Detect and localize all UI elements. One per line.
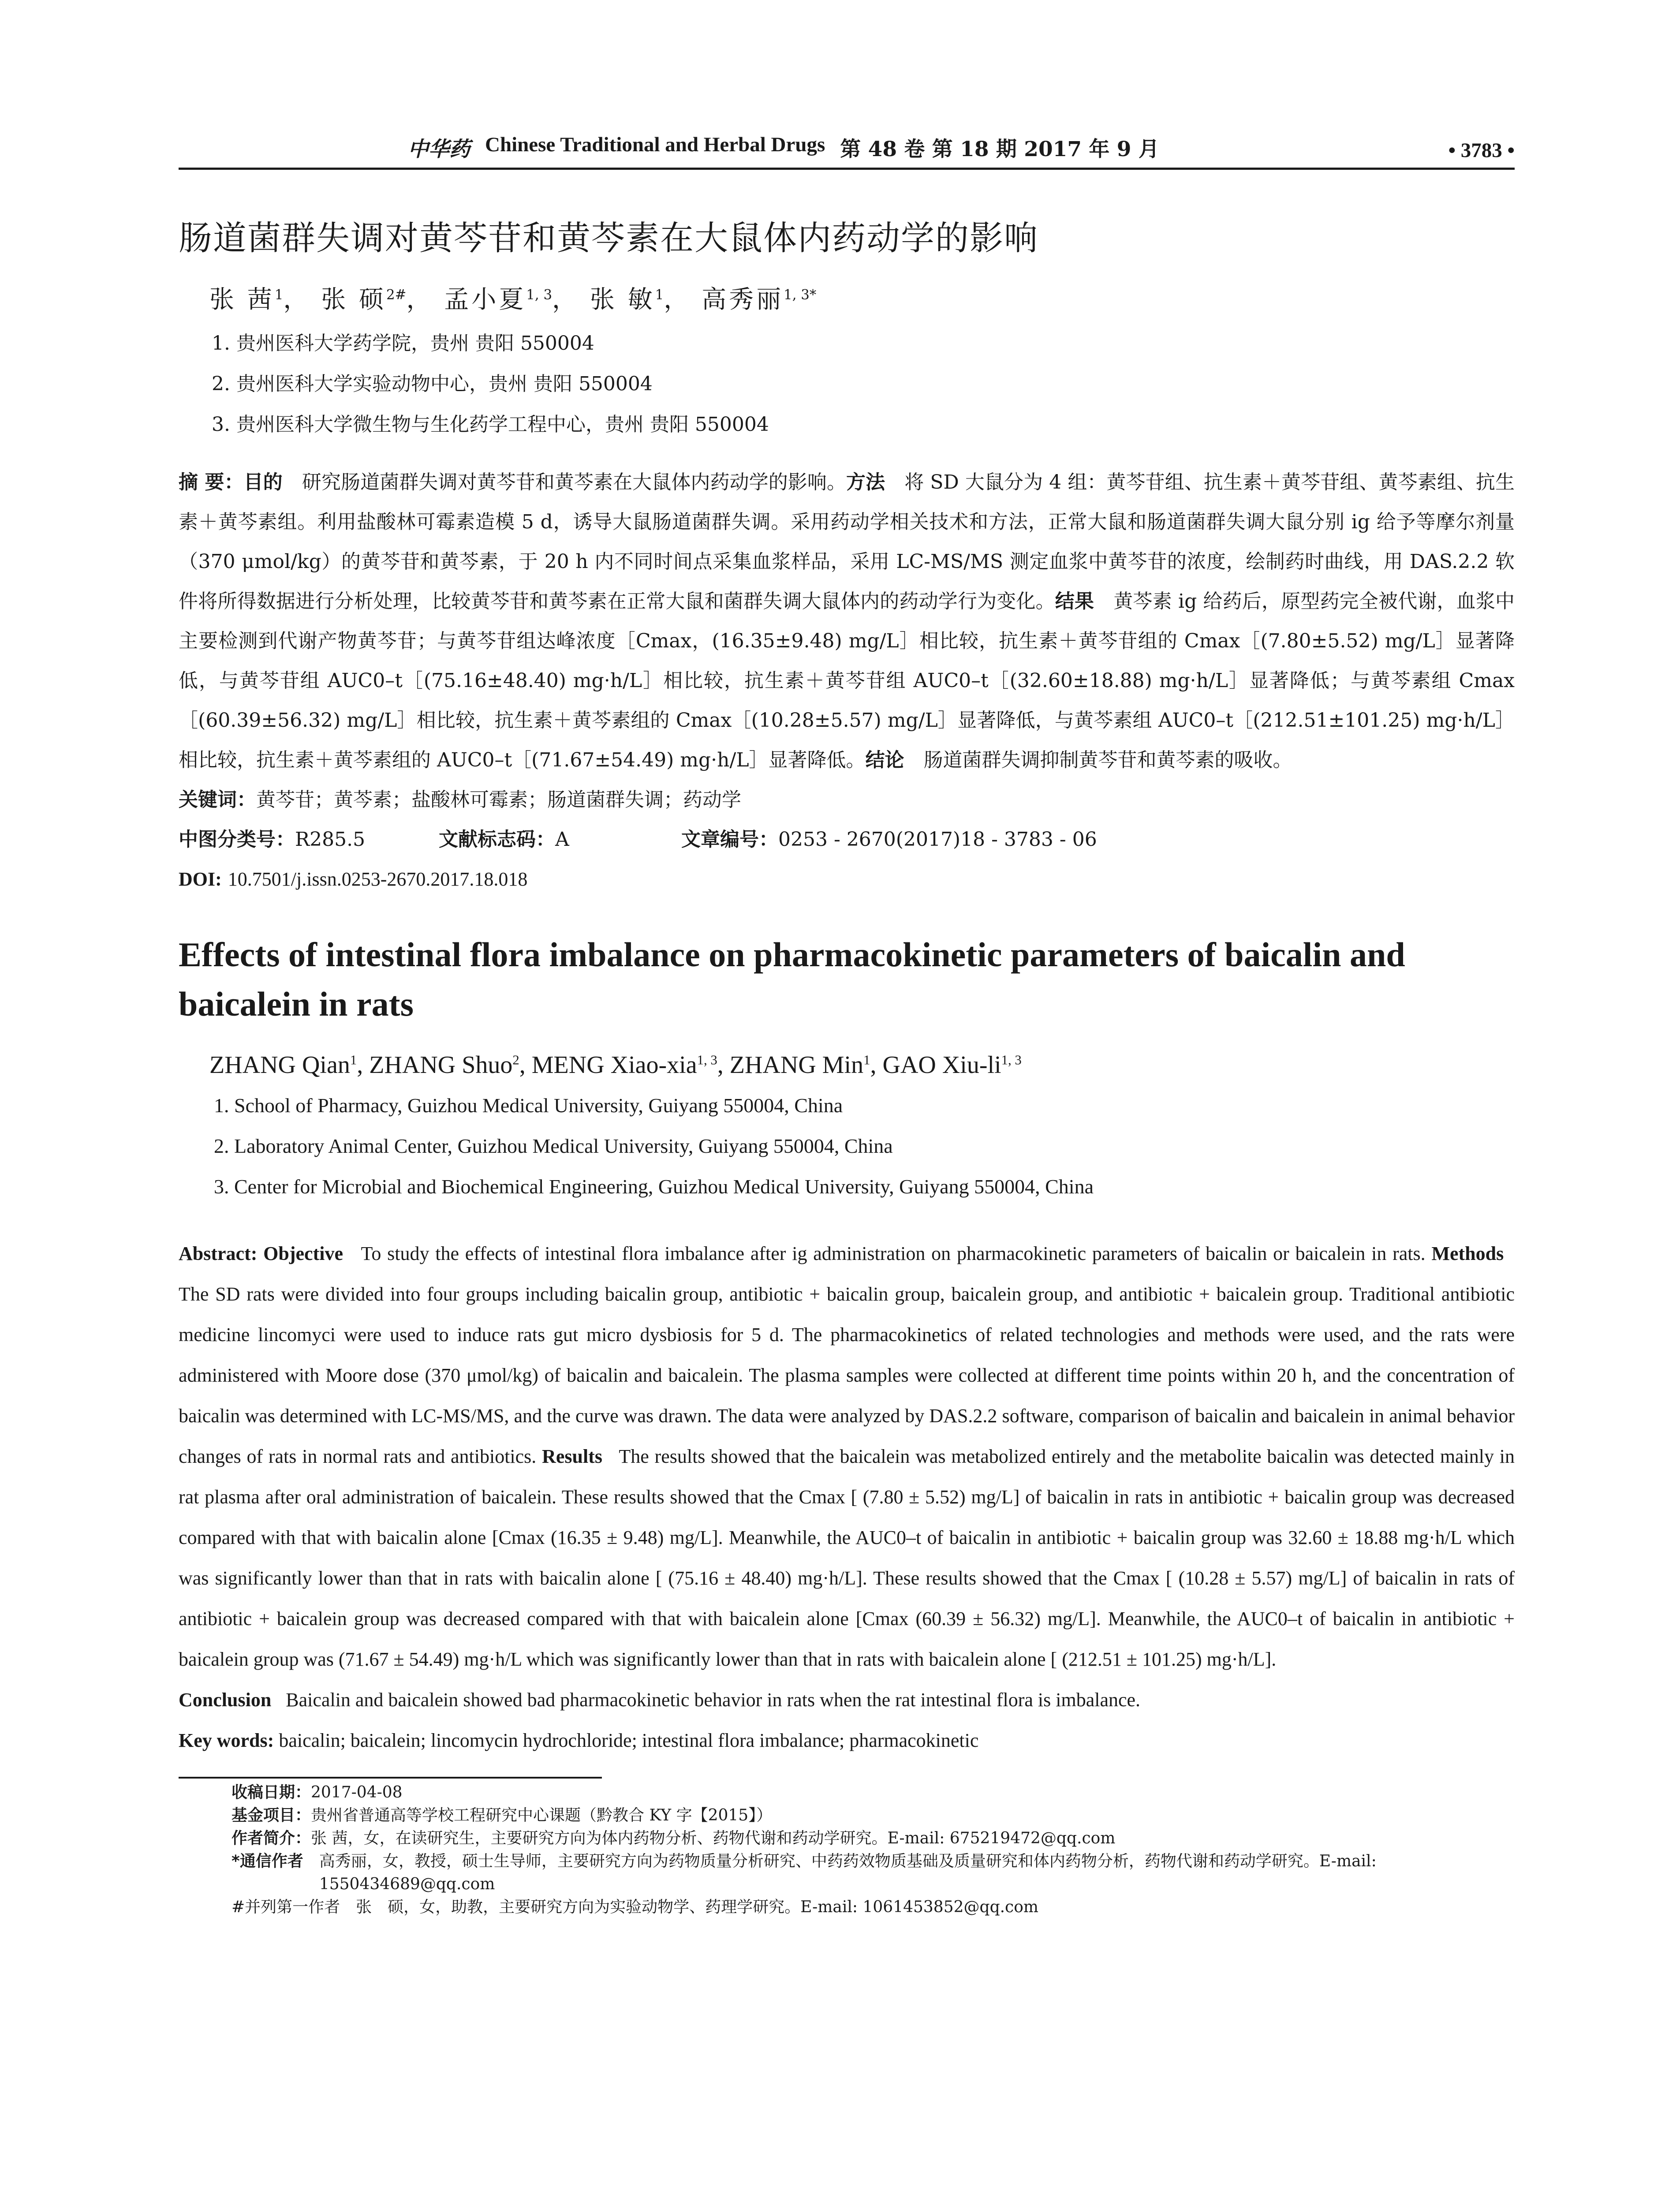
- methods-text: The SD rats were divided into four groups including baicalin group, antibiotic + baicalin group, baicalein group, and antibiotic + baicalein group. Traditional antibiotic medicine lincomyci were used to induce rats gut micro dysbiosis for 5 d. The pharmacokinetics of related technologies and methods were used, and the rats were administered with Moore dose (370 μmol/kg) of baicalin and baicalein. The plasma samples were collected at different time points within 20 h, and the concentration of baicalin was determined with LC-MS/MS, and the curve was drawn. The data were analyzed by DAS.2.2 software, comparison of baicalin and baicalein in animal behavior changes of rats in normal rats and antibiotics.: [179, 1283, 1515, 1467]
- volume-info: 第 48 卷 第 18 期 2017 年 9 月: [840, 137, 1159, 161]
- footnote-funding: 基金项目： 贵州省普通高等学校工程研究中心课题（黔教合 KY 字【2015】）: [231, 1806, 773, 1824]
- author: GAO Xiu-li: [882, 1051, 1001, 1079]
- objective-label: Objective: [263, 1243, 343, 1264]
- author: ZHANG Shuo: [369, 1051, 513, 1079]
- author-affiliation-mark: 1, 3: [526, 287, 553, 303]
- objective-text: To study the effects of intestinal flora imbalance after ig administration on pharmacokinetic parameters of baicalin or baicalein in rats.: [361, 1243, 1426, 1264]
- english-affiliation: 2. Laboratory Animal Center, Guizhou Medical University, Guiyang 550004, China: [214, 1135, 893, 1157]
- author: 张 茜: [209, 285, 275, 314]
- journal-logo: 中华药: [408, 137, 470, 161]
- author: MENG Xiao-xia: [531, 1051, 697, 1079]
- keywords-text: baicalin; baicalein; lincomycin hydrochloride; intestinal flora imbalance; pharmacokinetic: [279, 1730, 979, 1751]
- class-value: R285.5: [295, 828, 366, 851]
- author: 孟小夏: [444, 285, 526, 314]
- author-affiliation-mark: 1: [350, 1052, 357, 1068]
- page-number: • 3783 •: [1448, 139, 1515, 162]
- methods-label: Methods: [1431, 1243, 1504, 1264]
- classification-line: [179, 820, 1515, 860]
- footnote-corresponding-author: *通信作者 高秀丽，女，教授，硕士生导师，主要研究方向为药物质量分析研究、中药药效物质基础及质量研究和体内药物分析，药物代谢和药动学研究。E-mail: 1550434689@qq.com: [231, 1852, 1377, 1893]
- english-affiliation: 3. Center for Microbial and Biochemical Engineering, Guizhou Medical University, Guiyang 550004, China: [214, 1175, 1094, 1198]
- results-text: The results showed that the baicalein was metabolized entirely and the metabolite baicalin was detected mainly in rat plasma after oral administration of baicalein. These results showed that the Cmax [ (7.80 ± 5.52) mg/L] of baicalin in rats in antibiotic + baicalin group was decreased compared with that with baicalin alone [Cmax (16.35 ± 9.48) mg/L]. Meanwhile, the AUC0–t of baicalin in antibiotic + baicalin group was 32.60 ± 18.88 mg·h/L which was significantly lower than that in rats with baicalin alone [ (75.16 ± 48.40) mg·h/L]. These results showed that the Cmax [ (10.28 ± 5.57) mg/L] of baicalin in rats of antibiotic + baicalein group was decreased compared with that with baicalein alone [Cmax (60.39 ± 56.32) mg/L]. Meanwhile, the AUC0–t of baicalin in antibiotic + baicalein group was (71.67 ± 54.49) mg·h/L which was significantly lower than that in rats with baicalein alone [ (212.51 ± 101.25) mg·h/L].: [179, 1446, 1515, 1670]
- chinese-title: 肠道菌群失调对黄芩苷和黄芩素在大鼠体内药动学的影响: [179, 218, 1038, 258]
- conclusion-text: 肠道菌群失调抑制黄芩苷和黄芩素的吸收。: [923, 749, 1292, 771]
- keywords-text: 黄芩苷；黄芩素；盐酸林可霉素；肠道菌群失调；药动学: [256, 789, 741, 811]
- english-abstract: [179, 1233, 1515, 1761]
- author-affiliation-mark: 1, 3: [1001, 1052, 1022, 1068]
- objective-text: 研究肠道菌群失调对黄芩苷和黄芩素在大鼠体内药动学的影响。: [302, 471, 847, 493]
- footnotes: [231, 1781, 1515, 1919]
- chinese-abstract: [179, 463, 1515, 780]
- results-label: Results: [542, 1446, 602, 1467]
- conclusion-label: Conclusion: [179, 1689, 272, 1711]
- english-title: Effects of intestinal flora imbalance on pharmacokinetic parameters of baicalin and baicalein in rats: [179, 935, 1405, 1023]
- journal-name: Chinese Traditional and Herbal Drugs: [485, 133, 825, 156]
- class-label: 中图分类号：: [179, 828, 295, 851]
- chinese-keywords: [179, 780, 1515, 820]
- methods-label: 方法: [846, 471, 885, 493]
- author-affiliation-mark: 1: [863, 1052, 870, 1068]
- author-affiliation-mark: 2#: [386, 287, 407, 303]
- keywords-label: Key words:: [179, 1730, 274, 1751]
- footnote-divider: [179, 1777, 602, 1779]
- author-affiliation-mark: 2: [512, 1052, 519, 1068]
- chinese-affiliation: 3. 贵州医科大学微生物与生化药学工程中心，贵州 贵阳 550004: [212, 413, 769, 436]
- doccode-label: 文献标志码：: [439, 828, 555, 851]
- article-number-value: 0253 - 2670(2017)18 - 3783 - 06: [778, 828, 1097, 851]
- conclusion-label: 结论: [865, 749, 904, 771]
- article-number-label: 文章编号：: [681, 828, 778, 851]
- abstract-label: 摘 要：: [179, 471, 244, 493]
- author: 高秀丽: [702, 285, 784, 314]
- author: 张 敏: [590, 285, 655, 314]
- methods-text: 将 SD 大鼠分为 4 组：黄芩苷组、抗生素＋黄芩苷组、黄芩素组、抗生素＋黄芩素组。利用盐酸林可霉素造模 5 d，诱导大鼠肠道菌群失调。采用药动学相关技术和方法，正常大鼠和肠道菌群失调大鼠分别 ig 给予等摩尔剂量（370 μmol/kg）的黄芩苷和黄芩素，于 20 h 内不同时间点采集血浆样品，采用 LC-MS/MS 测定血浆中黄芩苷的浓度，绘制药时曲线，用 DAS.2.2 软件将所得数据进行分析处理，比较黄芩苷和黄芩素在正常大鼠和菌群失调大鼠体内的药动学行为变化。: [179, 471, 1515, 613]
- conclusion-text: Baicalin and baicalein showed bad pharmacokinetic behavior in rats when the rat intestinal flora is imbalance.: [286, 1689, 1141, 1711]
- footnote-author-bio: 作者简介： 张 茜，女，在读研究生，主要研究方向为体内药物分析、药物代谢和药动学研究。E-mail: 675219472@qq.com: [231, 1829, 1116, 1847]
- objective-label: 目的: [243, 471, 283, 493]
- author-affiliation-mark: 1: [655, 287, 664, 303]
- doi-line: [179, 860, 1515, 899]
- english-affiliation: 1. School of Pharmacy, Guizhou Medical University, Guiyang 550004, China: [214, 1094, 843, 1117]
- doi-link[interactable]: 10.7501/j.issn.0253-2670.2017.18.018: [228, 868, 528, 890]
- author: 张 硕: [321, 285, 387, 314]
- chinese-affiliation: 1. 贵州医科大学药学院，贵州 贵阳 550004: [212, 332, 594, 355]
- results-label: 结果: [1055, 590, 1094, 613]
- footnote-received: 收稿日期： 2017-04-08: [231, 1783, 403, 1801]
- keywords-label: 关键词：: [179, 789, 256, 811]
- results-text: 黄芩素 ig 给药后，原型药完全被代谢，血浆中主要检测到代谢产物黄芩苷；与黄芩苷组达峰浓度［Cmax，(16.35±9.48) mg/L］相比较，抗生素＋黄芩苷组的 Cmax［(7.80±5.52) mg/L］显著降低，与黄芩苷组 AUC0–t［(75.16±48.40) mg·h/L］相比较，抗生素＋黄芩苷组 AUC0–t［(32.60±18.88) mg·h/L］显著降低；与黄芩素组 Cmax［(60.39±56.32) mg/L］相比较，抗生素＋黄芩素组的 Cmax［(10.28±5.57) mg/L］显著降低，与黄芩素组 AUC0–t［(212.51±101.25) mg·h/L］相比较，抗生素＋黄芩素组的 AUC0–t［(71.67±54.49) mg·h/L］显著降低。: [179, 590, 1515, 771]
- english-authors: ZHANG Qian$^1$, ZHANG Shuo$^2$, MENG Xiao-xia$^{1, 3}$, ZHANG Min$^1$, GAO Xiu-li$^{1, 3}$: [209, 1051, 1022, 1079]
- running-header: [179, 132, 1515, 170]
- article-page: [179, 132, 1515, 1919]
- chinese-affiliation: 2. 贵州医科大学实验动物中心，贵州 贵阳 550004: [212, 373, 653, 395]
- footnote-co-first-author: #并列第一作者 张 硕，女，助教，主要研究方向为实验动物学、药理学研究。E-mail: 1061453852@qq.com: [231, 1898, 1039, 1916]
- doccode-value: A: [555, 828, 569, 851]
- author: ZHANG Qian: [209, 1051, 350, 1079]
- doi-label: DOI:: [179, 868, 222, 890]
- chinese-authors: 张 茜$^1$， 张 硕$^{2\#}$， 孟小夏$^{1, 3}$， 张 敏$^1$， 高秀丽$^{1, 3*}$: [209, 285, 817, 314]
- abstract-label: Abstract:: [179, 1243, 258, 1264]
- author: ZHANG Min: [729, 1051, 864, 1079]
- author-affiliation-mark: 1, 3*: [784, 287, 817, 303]
- author-affiliation-mark: 1: [274, 287, 284, 303]
- author-affiliation-mark: 1, 3: [697, 1052, 717, 1068]
